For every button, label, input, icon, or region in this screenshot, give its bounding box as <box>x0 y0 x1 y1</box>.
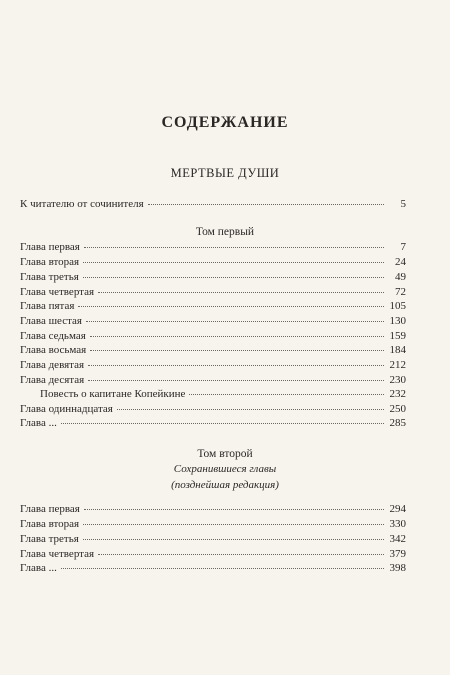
toc-entry-page: 184 <box>389 344 406 356</box>
dot-leader <box>98 553 384 555</box>
toc-entry-label: Глава шестая <box>20 315 82 327</box>
toc-entry-label: Глава первая <box>20 503 80 515</box>
dot-leader <box>88 379 384 381</box>
dot-leader <box>84 508 384 510</box>
volume-two-subtitle: Сохранившиеся главы <box>173 463 277 475</box>
dot-leader <box>83 538 384 540</box>
toc-entry-page: 285 <box>389 417 406 429</box>
toc-entry <box>20 402 406 416</box>
toc-entry <box>20 255 406 269</box>
toc-entry <box>20 343 406 357</box>
toc-entry-label: Глава вторая <box>20 256 80 268</box>
toc-entry-label: Глава ... <box>20 417 57 429</box>
toc-entry-page: 398 <box>389 562 406 574</box>
toc-entry-page: 379 <box>389 548 406 560</box>
toc-entry-page: 130 <box>389 315 406 327</box>
toc-entry <box>20 358 406 372</box>
toc-entry-page: 72 <box>395 286 406 298</box>
dot-leader <box>83 276 384 278</box>
toc-entry-page: 5 <box>400 198 406 210</box>
dot-leader <box>88 364 384 366</box>
toc-entry-page: 250 <box>389 403 406 415</box>
toc-entry-label: Глава одиннадцатая <box>20 403 113 415</box>
toc-entry <box>20 299 406 313</box>
toc-entry <box>20 314 406 328</box>
toc-entry-page: 232 <box>389 388 406 400</box>
toc-entry-label: Глава третья <box>20 533 79 545</box>
dot-leader <box>90 349 384 351</box>
toc-entry <box>20 416 406 430</box>
volume-two-edition: (позднейшая редакция) <box>171 479 279 491</box>
toc-entry-page: 342 <box>389 533 406 545</box>
dot-leader <box>61 422 384 424</box>
toc-entry-label: К читателю от сочинителя <box>20 198 144 210</box>
toc-entry-label: Глава четвертая <box>20 286 95 298</box>
toc-entry <box>20 547 406 561</box>
toc-entry-label: Повесть о капитане Копейкине <box>40 388 186 400</box>
dot-leader <box>117 408 384 410</box>
toc-entry-label: Глава пятая <box>20 300 75 312</box>
toc-entry-preface <box>20 197 406 211</box>
dot-leader <box>61 567 384 569</box>
toc-entry <box>20 270 406 284</box>
dot-leader <box>86 320 384 322</box>
toc-entry-label: Глава седьмая <box>20 330 86 342</box>
toc-entry-page: 230 <box>389 374 406 386</box>
toc-entry-label: Глава вторая <box>20 518 80 530</box>
toc-entry-page: 24 <box>395 256 406 268</box>
dot-leader <box>84 246 384 248</box>
toc-entry <box>20 517 406 531</box>
toc-entry-page: 330 <box>389 518 406 530</box>
volume-two-title: Том второй <box>197 448 253 460</box>
toc-entry-label: Глава третья <box>20 271 79 283</box>
dot-leader <box>83 261 384 263</box>
dot-leader <box>189 393 384 395</box>
toc-entry <box>20 373 406 387</box>
volume-one-title: Том первый <box>195 226 255 238</box>
toc-entry-label: Глава десятая <box>20 374 85 386</box>
toc-entry-page: 105 <box>389 300 406 312</box>
page-title: СОДЕРЖАНИЕ <box>161 114 289 131</box>
dot-leader <box>98 291 384 293</box>
dot-leader <box>83 523 384 525</box>
toc-entry-page: 294 <box>389 503 406 515</box>
toc-entry-label: Глава восьмая <box>20 344 87 356</box>
dot-leader <box>148 203 384 205</box>
toc-entry <box>20 502 406 516</box>
dot-leader <box>90 335 384 337</box>
toc-entry <box>20 240 406 254</box>
toc-entry-page: 212 <box>389 359 406 371</box>
toc-entry-label: Глава ... <box>20 562 57 574</box>
toc-entry <box>20 532 406 546</box>
toc-entry <box>20 329 406 343</box>
dot-leader <box>78 305 384 307</box>
toc-entry-page: 49 <box>395 271 406 283</box>
toc-entry-label: Глава девятая <box>20 359 85 371</box>
toc-entry-label: Глава первая <box>20 241 80 253</box>
toc-entry-story <box>20 387 406 401</box>
toc-entry <box>20 561 406 575</box>
toc-entry <box>20 285 406 299</box>
toc-entry-page: 7 <box>400 241 406 253</box>
toc-entry-page: 159 <box>389 330 406 342</box>
toc-entry-label: Глава четвертая <box>20 548 95 560</box>
book-title: МЕРТВЫЕ ДУШИ <box>170 166 280 180</box>
